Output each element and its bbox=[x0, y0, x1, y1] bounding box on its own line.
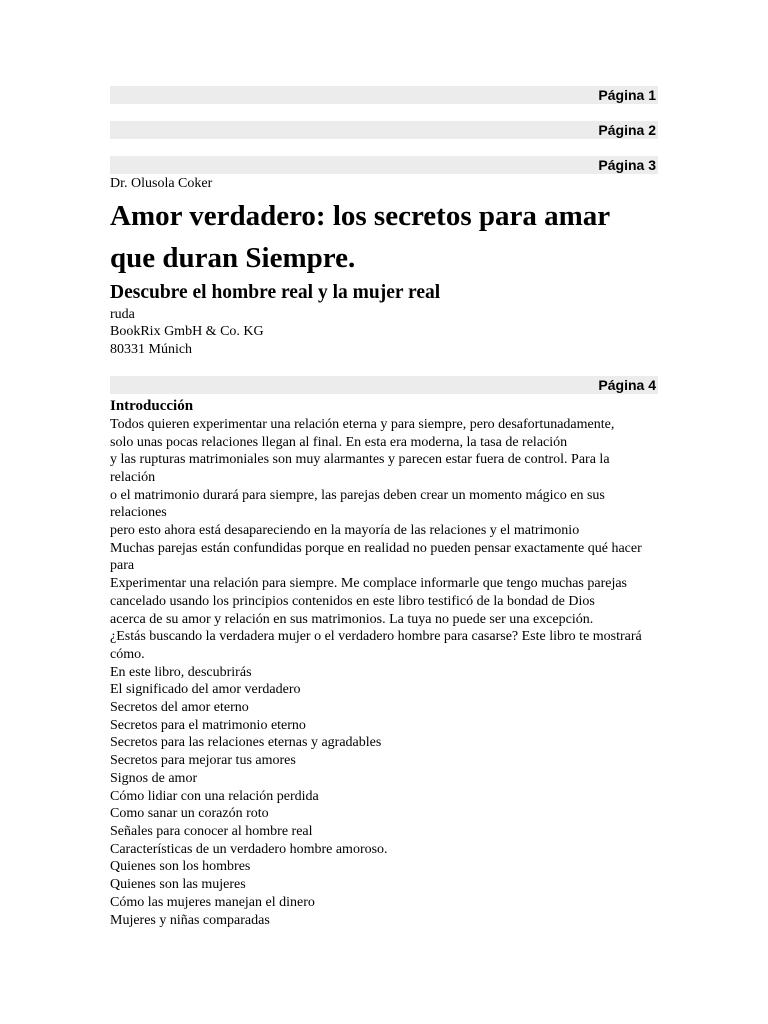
intro-line: Como sanar un corazón roto bbox=[110, 806, 269, 822]
intro-line: para bbox=[110, 558, 135, 574]
document bbox=[110, 86, 658, 929]
intro-line: Secretos del amor eterno bbox=[110, 700, 249, 716]
intro-line: Cómo las mujeres manejan el dinero bbox=[110, 894, 315, 910]
page-label-4: Página 4 bbox=[110, 376, 658, 394]
page-label-2: Página 2 bbox=[110, 121, 658, 139]
publisher-info-line: ruda bbox=[110, 306, 135, 322]
intro-line: Mujeres y niñas comparadas bbox=[110, 912, 270, 928]
intro-line: Señales para conocer al hombre real bbox=[110, 823, 313, 839]
intro-line: ¿Estás buscando la verdadera mujer o el verdadero hombre para casarse? Este libro te mostrará bbox=[110, 629, 642, 645]
book-title bbox=[110, 195, 658, 279]
intro-line: Secretos para las relaciones eternas y agradables bbox=[110, 735, 382, 751]
intro-line: Signos de amor bbox=[110, 770, 198, 786]
intro-line: Secretos para el matrimonio eterno bbox=[110, 717, 306, 733]
intro-line: Secretos para mejorar tus amores bbox=[110, 753, 296, 769]
intro-line: relaciones bbox=[110, 505, 167, 521]
book-subtitle: Descubre el hombre real y la mujer real bbox=[110, 281, 441, 303]
intro-line: Quienes son las mujeres bbox=[110, 877, 246, 893]
intro-line: En este libro, descubrirás bbox=[110, 664, 252, 680]
intro-body bbox=[110, 416, 658, 929]
intro-heading: Introducción bbox=[110, 397, 194, 414]
intro-line: o el matrimonio durará para siempre, las parejas deben crear un momento mágico en sus bbox=[110, 487, 605, 503]
intro-line: y las rupturas matrimoniales son muy alarmantes y parecen estar fuera de control. Para la bbox=[110, 452, 610, 468]
publisher-info-line: BookRix GmbH & Co. KG bbox=[110, 324, 264, 340]
publisher-info-line: 80331 Múnich bbox=[110, 342, 193, 358]
intro-line: relación bbox=[110, 469, 156, 485]
intro-line: pero esto ahora está desapareciendo en la mayoría de las relaciones y el matrimonio bbox=[110, 523, 580, 539]
intro-line: cómo. bbox=[110, 646, 145, 662]
intro-line: Características de un verdadero hombre amoroso. bbox=[110, 841, 388, 857]
intro-line: Experimentar una relación para siempre. Me complace informarle que tengo muchas parejas bbox=[110, 576, 627, 592]
author-name: Dr. Olusola Coker bbox=[110, 176, 213, 191]
book-title-line-1: Amor verdadero: los secretos para amar bbox=[110, 199, 611, 232]
publisher-info bbox=[110, 306, 658, 359]
page-label-1: Página 1 bbox=[110, 86, 658, 104]
intro-line: solo unas pocas relaciones llegan al final. En esta era moderna, la tasa de relación bbox=[110, 434, 568, 450]
intro-line: Todos quieren experimentar una relación eterna y para siempre, pero desafortunadamente, bbox=[110, 416, 615, 432]
page-label-3: Página 3 bbox=[110, 156, 658, 174]
intro-line: Quienes son los hombres bbox=[110, 859, 251, 875]
book-title-line-2: que duran Siempre. bbox=[110, 241, 356, 274]
intro-line: Muchas parejas están confundidas porque en realidad no pueden pensar exactamente qué hacer bbox=[110, 540, 642, 556]
intro-line: cancelado usando los principios contenidos en este libro testificó de la bondad de Dios bbox=[110, 593, 595, 609]
intro-line: Cómo lidiar con una relación perdida bbox=[110, 788, 319, 804]
intro-line: El significado del amor verdadero bbox=[110, 682, 301, 698]
intro-line: acerca de su amor y relación en sus matrimonios. La tuya no puede ser una excepción. bbox=[110, 611, 594, 627]
